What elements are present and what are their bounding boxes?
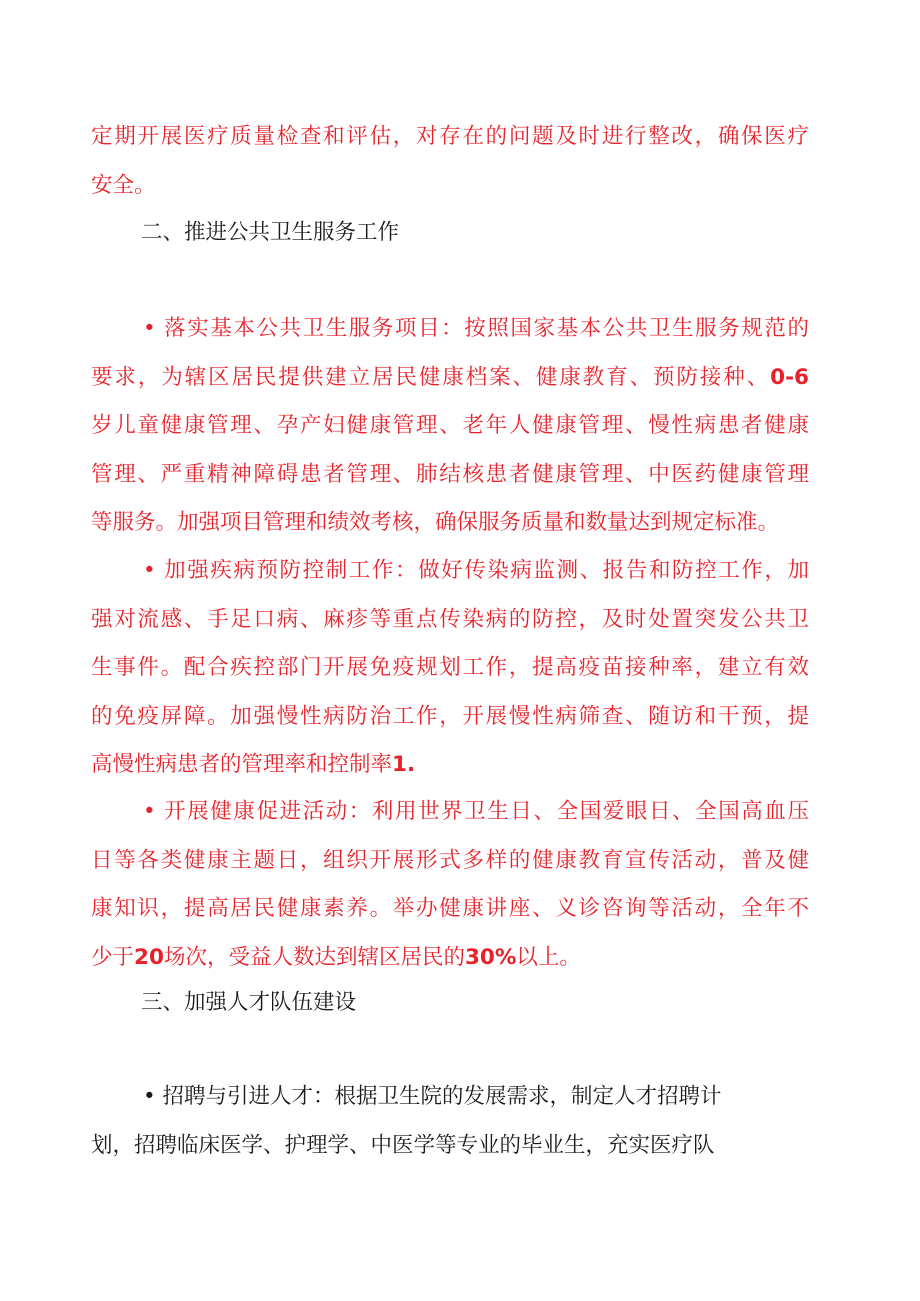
text-line: 管理、严重精神障碍患者管理、肺结核患者健康管理、中医药健康管理	[91, 461, 809, 487]
paragraph-quality-check	[91, 113, 809, 210]
text-line: • 招聘与引进人才：根据卫生院的发展需求，制定人才招聘计	[143, 1084, 722, 1109]
text-line: 少于20场次，受益人数达到辖区居民的30%以上。	[91, 944, 581, 970]
text-line: 康知识，提高居民健康素养。举办健康讲座、义诊咨询等活动，全年不	[91, 896, 809, 921]
text-line: 等服务。加强项目管理和绩效考核，确保服务质量和数量达到规定标准。	[91, 510, 780, 535]
text-line: 定期开展医疗质量检查和评估，对存在的问题及时进行整改，确保医疗	[91, 124, 809, 149]
bullet-health-promotion	[91, 788, 809, 982]
section-heading-public-health: 二、推进公共卫生服务工作	[141, 220, 400, 245]
text-line: 划，招聘临床医学、护理学、中医学等专业的毕业生，充实医疗队	[91, 1132, 715, 1158]
text-line: • 落实基本公共卫生服务项目：按照国家基本公共卫生服务规范的	[143, 316, 809, 341]
text-line: 安全。	[91, 172, 156, 198]
text-line: 强对流感、手足口病、麻疹等重点传染病的防控，及时处置突发公共卫	[91, 606, 809, 632]
text-line: 生事件。配合疾控部门开展免疫规划工作，提高疫苗接种率，建立有效	[91, 655, 809, 680]
text-line: 的免疫屏障。加强慢性病防治工作，开展慢性病筛查、随访和干预，提	[91, 703, 809, 729]
text-line: • 开展健康促进活动：利用世界卫生日、全国爱眼日、全国高血压	[143, 799, 809, 824]
text-line: 要求，为辖区居民提供建立居民健康档案、健康教育、预防接种、0-6	[91, 364, 809, 390]
text-line: 日等各类健康主题日，组织开展形式多样的健康教育宣传活动，普及健	[91, 847, 809, 873]
text-line: 高慢性病患者的管理率和控制率1.	[91, 752, 416, 777]
section-heading-talent-team: 三、加强人才队伍建设	[141, 990, 357, 1015]
bullet-disease-prevention	[91, 547, 809, 790]
bullet-basic-public-health-services	[91, 305, 809, 548]
text-line: • 加强疾病预防控制工作：做好传染病监测、报告和防控工作，加	[143, 558, 809, 583]
bullet-recruit-talent	[91, 1073, 722, 1170]
text-line: 岁儿童健康管理、孕产妇健康管理、老年人健康管理、慢性病患者健康	[91, 413, 809, 438]
